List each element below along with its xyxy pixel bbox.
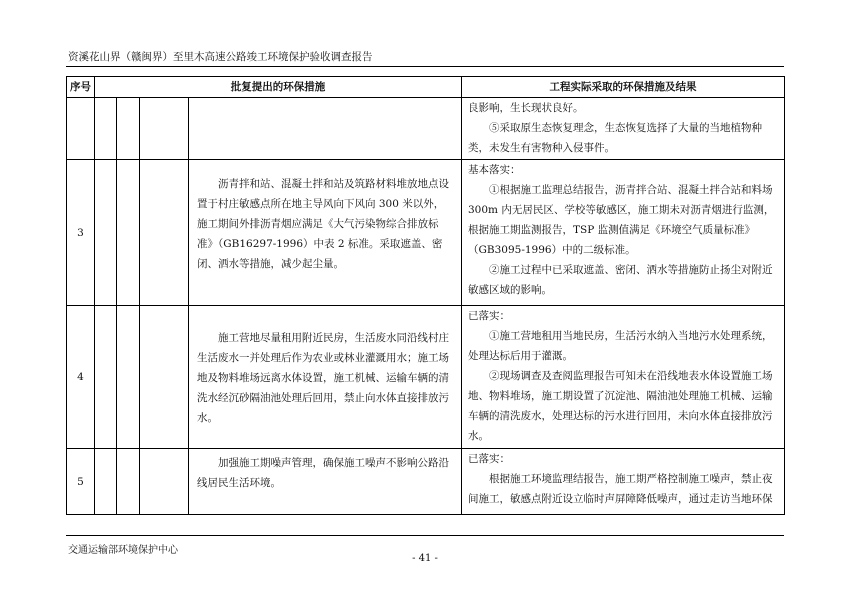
- result-cell: [462, 160, 785, 306]
- requirement-text: 沥青拌和站、混凝土拌和站及筑路材料堆放地点设置于村庄敏感点所在地主导风向下风向 300 米以外，施工期间外排沥青烟应满足《大气污染物综合排放标准》（GB16297-1996）中表 2 标准。采取遮盖、密闭、洒水等措施，减少起尘量。: [197, 178, 449, 270]
- result-status: 基本落实：: [468, 164, 521, 176]
- result-text: ①施工营地租用当地民房，生活污水纳入当地污水处理系统，处理达标后用于灌溉。: [468, 330, 773, 362]
- blank-cell: [140, 98, 189, 160]
- footer-organization: 交通运输部环境保护中心: [68, 545, 178, 556]
- row-number: 5: [67, 449, 95, 515]
- col-header-requirement: 批复提出的环保措施: [95, 77, 462, 98]
- row-number: [67, 98, 95, 160]
- row-number: 3: [67, 160, 95, 306]
- result-cell: [462, 306, 785, 449]
- blank-cell: [95, 98, 117, 160]
- requirement-cell: [189, 306, 462, 449]
- table-header-row: [67, 77, 785, 98]
- col-header-num: 序号: [67, 77, 95, 98]
- blank-cell: [140, 449, 189, 515]
- result-text: ①根据施工监理总结报告，沥青拌合站、混凝土拌合站和料场 300m 内无居民区、学校等敏感区，施工期未对沥青烟进行监测，根据施工期监测报告，TSP 监测值满足《环境空气质量标准》（GB3095-1996）中的二级标准。: [468, 184, 775, 256]
- result-text: ②施工过程中已采取遮盖、密闭、洒水等措施防止扬尘对附近敏感区域的影响。: [468, 264, 773, 296]
- table-row: [67, 449, 785, 515]
- measures-table: [66, 76, 785, 515]
- result-text: 根据施工环境监理结报告，施工期严格控制施工噪声，禁止夜间施工，敏感点附近设立临时声屏障降低噪声，通过走访当地环保: [468, 473, 773, 505]
- header-rule: [66, 66, 784, 67]
- table-row: [67, 306, 785, 449]
- blank-cell: [117, 449, 140, 515]
- result-text: 良影响，生长现状良好。: [468, 102, 584, 114]
- blank-cell: [140, 306, 189, 449]
- result-status: 已落实：: [468, 310, 510, 322]
- requirement-cell: [189, 449, 462, 515]
- blank-cell: [117, 98, 140, 160]
- result-cell: [462, 98, 785, 160]
- table-row: [67, 160, 785, 306]
- page-number: - 41 -: [412, 553, 438, 564]
- document-header: 资溪花山界（赣闽界）至里木高速公路竣工环境保护验收调查报告: [68, 51, 373, 63]
- blank-cell: [117, 306, 140, 449]
- requirement-text: 加强施工期噪声管理，确保施工噪声不影响公路沿线居民生活环境。: [197, 457, 449, 489]
- blank-cell: [95, 306, 117, 449]
- footer-rule: [66, 535, 784, 536]
- row-number: 4: [67, 306, 95, 449]
- result-status: 已落实：: [468, 453, 510, 465]
- result-text: ⑤采取原生态恢复理念，生态恢复选择了大量的当地植物种类，未发生有害物种入侵事件。: [468, 122, 762, 154]
- requirement-cell: [189, 160, 462, 306]
- requirement-text: 施工营地尽量租用附近民房，生活废水同沿线村庄生活废水一并处理后作为农业或林业灌溉用水；施工场地及物料堆场远离水体设置，施工机械、运输车辆的清洗水经沉砂隔油池处理后回用，禁止向水体直接排放污水。: [197, 332, 449, 424]
- table-row: [67, 98, 785, 160]
- blank-cell: [95, 160, 117, 306]
- requirement-cell: [189, 98, 462, 160]
- blank-cell: [95, 449, 117, 515]
- col-header-result: 工程实际采取的环保措施及结果: [462, 77, 785, 98]
- result-text: ②现场调查及查阅监理报告可知未在沿线地表水体设置施工场地、物料堆场，施工期设置了沉淀池、隔油池处理施工机械、运输车辆的清洗废水，处理达标的污水进行回用，未向水体直接排放污水。: [468, 370, 773, 442]
- blank-cell: [117, 160, 140, 306]
- result-cell: [462, 449, 785, 515]
- blank-cell: [140, 160, 189, 306]
